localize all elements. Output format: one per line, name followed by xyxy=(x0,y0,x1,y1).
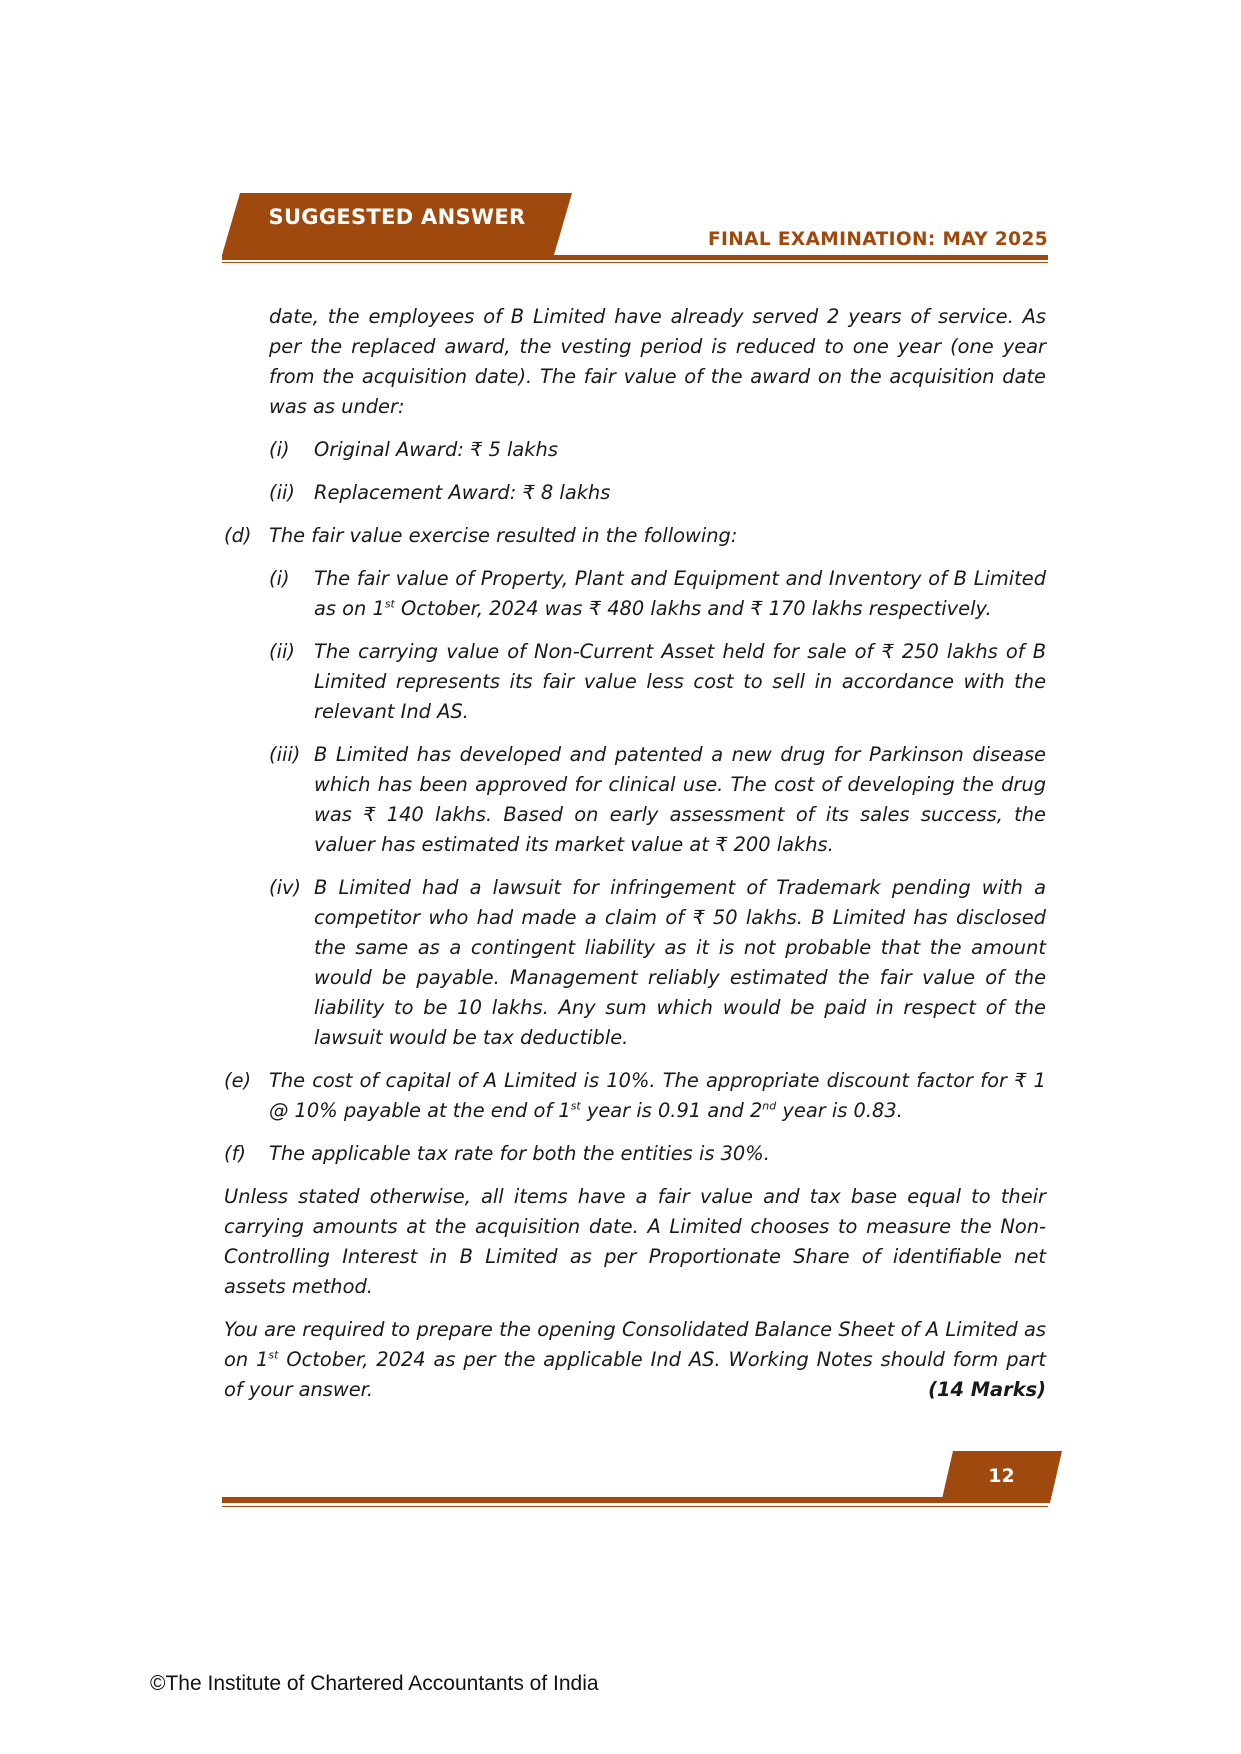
list-item xyxy=(269,478,1046,508)
list-item-text xyxy=(314,564,1046,624)
list-item xyxy=(269,564,1046,624)
exam-title: FINAL EXAMINATION: MAY 2025 xyxy=(707,229,1048,250)
superscript: st xyxy=(268,1348,279,1362)
text-run: October, 2024 was ₹ 480 lakhs and ₹ 170 lakhs respectively. xyxy=(394,597,992,620)
text-run: You are required to prepare the opening Consolidated Balance Sheet of A Limited as on 1 xyxy=(224,1318,1046,1371)
item-d-label: (d) xyxy=(224,524,252,547)
text-run: The cost of capital of A Limited is 10%. The appropriate discount factor for ₹ 1 @ 10% payable at the end of 1 xyxy=(269,1069,1046,1122)
item-e-label: (e) xyxy=(224,1069,252,1092)
list-item xyxy=(269,435,1046,465)
superscript: nd xyxy=(762,1099,777,1113)
list-item-label: (ii) xyxy=(269,481,295,504)
list-item-text: B Limited had a lawsuit for infringement of Trademark pending with a competitor who had made a claim of ₹ 50 lakhs. B Limited has disclosed the same as a contingent liability as it is not probable that the amount would be payable. Management reliably estimated the fair value of the liability to be 10 lakhs. Any sum which would be paid in respect of the lawsuit would be tax deductible. xyxy=(314,876,1046,1049)
requirement-paragraph xyxy=(224,1315,1046,1405)
item-d xyxy=(224,521,1046,551)
item-d-text: The fair value exercise resulted in the following: xyxy=(269,524,738,547)
list-item xyxy=(269,740,1046,860)
header-rule-thin xyxy=(222,262,1048,263)
item-f xyxy=(224,1139,1046,1169)
footer-rule-thin xyxy=(222,1506,1048,1507)
marks-label: (14 Marks) xyxy=(928,1378,1046,1401)
list-item-text: Original Award: ₹ 5 lakhs xyxy=(314,438,558,461)
superscript: st xyxy=(570,1099,581,1113)
list-item xyxy=(269,637,1046,727)
list-item-label: (iii) xyxy=(269,743,301,766)
list-item-text: Replacement Award: ₹ 8 lakhs xyxy=(314,481,611,504)
list-item-label: (i) xyxy=(269,438,290,461)
item-f-label: (f) xyxy=(224,1142,246,1165)
text-run: year is 0.83. xyxy=(776,1099,903,1122)
text-run: The fair value of Property, Plant and Equipment and Inventory of B Limited as on 1 xyxy=(314,567,1046,620)
list-item xyxy=(269,873,1046,1053)
text-run: year is 0.91 and 2 xyxy=(580,1099,763,1122)
answer-content xyxy=(224,302,1046,1405)
item-e xyxy=(224,1066,1046,1126)
list-item-label: (i) xyxy=(269,567,290,590)
item-f-text: The applicable tax rate for both the entities is 30%. xyxy=(269,1142,770,1165)
header-tab-label: SUGGESTED ANSWER xyxy=(268,205,526,229)
item-e-text xyxy=(269,1066,1046,1126)
copyright-text: ©The Institute of Chartered Accountants of India xyxy=(150,1672,599,1695)
page-number: 12 xyxy=(988,1465,1015,1487)
list-item-label: (ii) xyxy=(269,640,295,663)
text-run: October, 2024 as per the applicable Ind AS. Working Notes should form part of your answer. xyxy=(224,1348,1046,1401)
list-item-text: B Limited has developed and patented a new drug for Parkinson disease which has been approved for clinical use. The cost of developing the drug was ₹ 140 lakhs. Based on early assessment of its sales success, the valuer has estimated its market value at ₹ 200 lakhs. xyxy=(314,743,1046,856)
list-item-text: The carrying value of Non-Current Asset held for sale of ₹ 250 lakhs of B Limited represents its fair value less cost to sell in accordance with the relevant Ind AS. xyxy=(314,640,1046,723)
assumptions-paragraph: Unless stated otherwise, all items have a fair value and tax base equal to their carrying amounts at the acquisition date. A Limited chooses to measure the Non-Controlling Interest in B Limited as per Proportionate Share of identifiable net assets method. xyxy=(224,1185,1046,1298)
footer-rule xyxy=(222,1497,1048,1503)
list-item-label: (iv) xyxy=(269,876,301,899)
header-rule xyxy=(222,255,1048,260)
intro-paragraph: date, the employees of B Limited have already served 2 years of service. As per the replaced award, the vesting period is reduced to one year (one year from the acquisition date). The fair value of the award on the acquisition date was as under: xyxy=(269,305,1046,418)
superscript: st xyxy=(384,597,395,611)
